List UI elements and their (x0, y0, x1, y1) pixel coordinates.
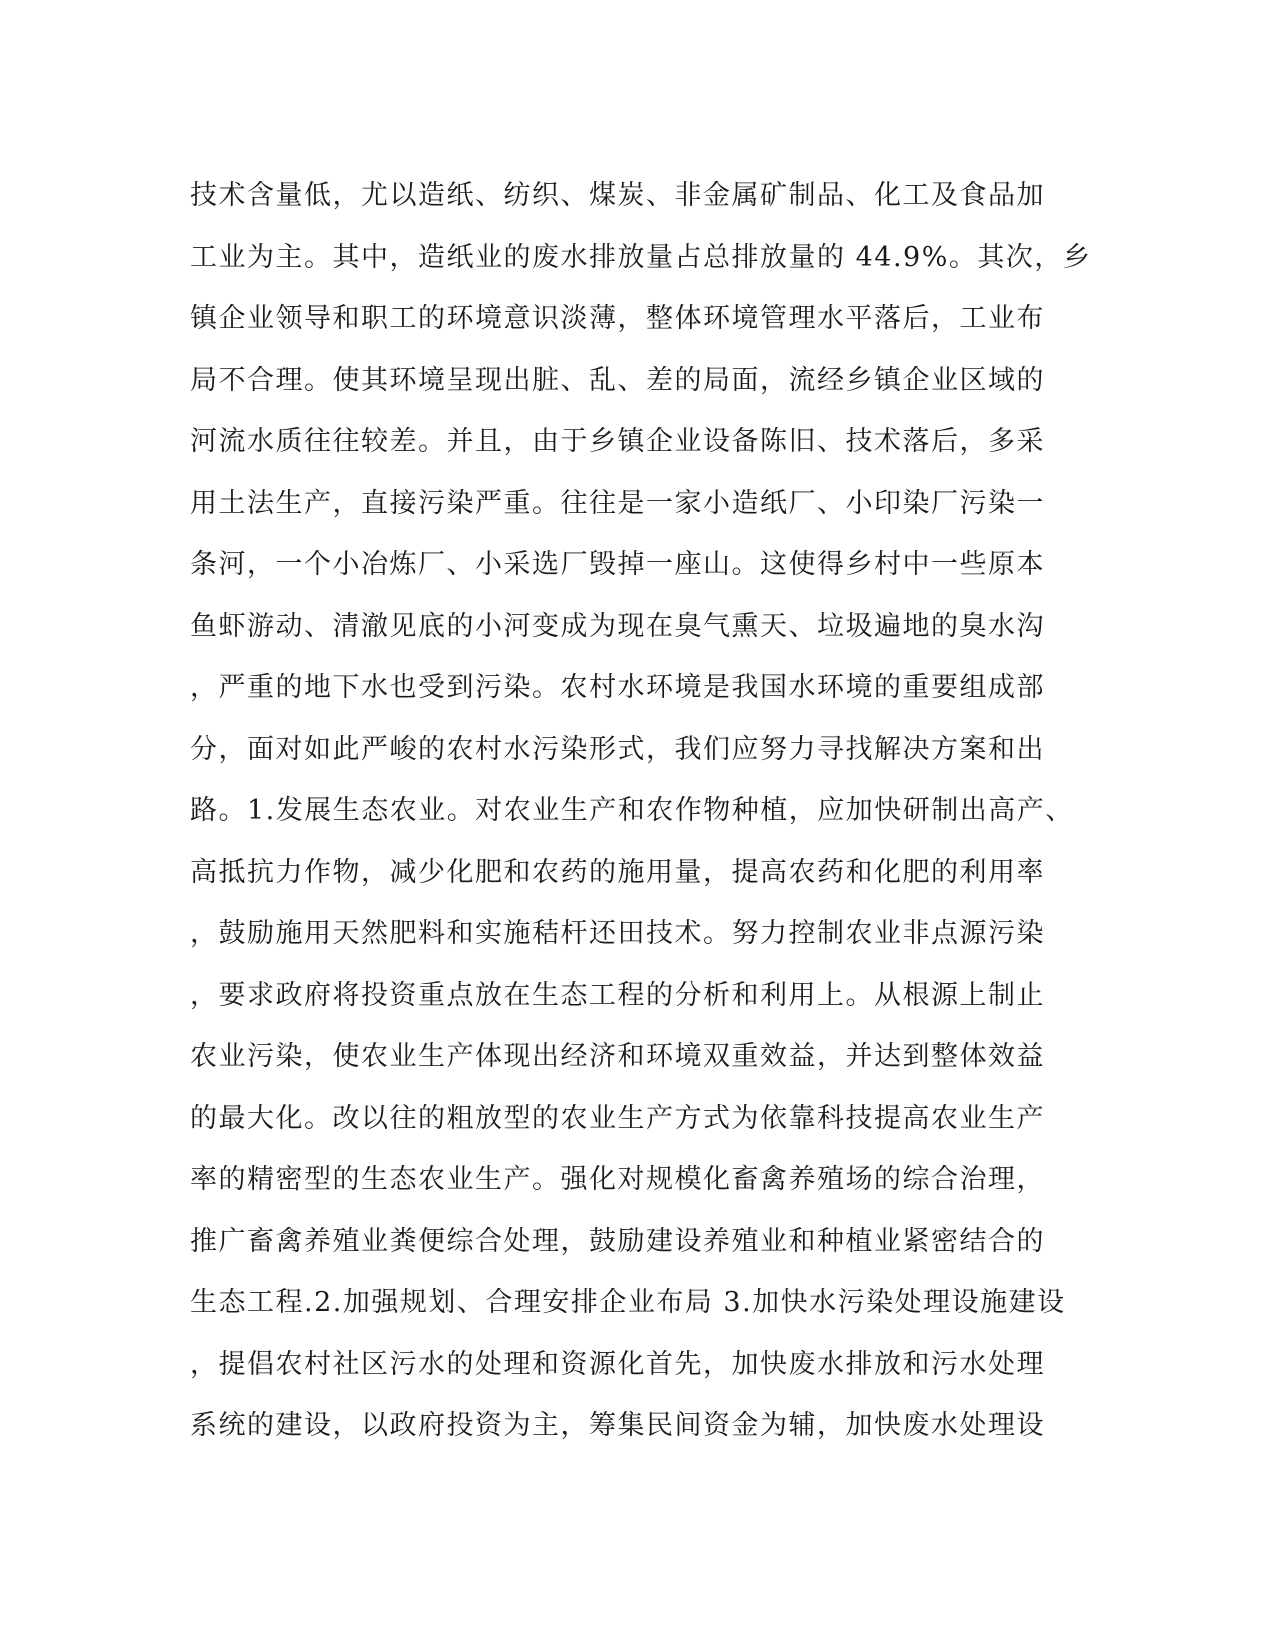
text-line-21: 系统的建设，以政府投资为主，筹集民间资金为辅，加快废水处理设 (190, 1410, 1045, 1441)
text-line-6: 用土法生产，直接污染严重。往往是一家小造纸厂、小印染厂污染一 (190, 487, 1045, 519)
text-line-17: 率的精密型的生态农业生产。强化对规模化畜禽养殖场的综合治理， (190, 1164, 1045, 1195)
text-line-14: ，要求政府将投资重点放在生态工程的分析和利用上。从根源上制止 (190, 979, 1045, 1011)
text-line-15: 农业污染，使农业生产体现出经济和环境双重效益，并达到整体效益 (190, 1041, 1045, 1072)
text-line-2: 工业为主。其中，造纸业的废水排放量占总排放量的 44.9%。其次，乡 (190, 241, 1092, 273)
body-text (190, 165, 1090, 1457)
text-line-5: 河流水质往往较差。并且，由于乡镇企业设备陈旧、技术落后，多采 (190, 426, 1045, 457)
text-line-7: 条河，一个小冶炼厂、小采选厂毁掉一座山。这使得乡村中一些原本 (190, 549, 1045, 580)
text-line-4: 局不合理。使其环境呈现出脏、乱、差的局面，流经乡镇企业区域的 (190, 364, 1045, 396)
text-line-3: 镇企业领导和职工的环境意识淡薄，整体环境管理水平落后，工业布 (190, 303, 1045, 334)
text-line-11: 路。1.发展生态农业。对农业生产和农作物种植，应加快研制出高产、 (190, 795, 1074, 826)
text-line-20: ，提倡农村社区污水的处理和资源化首先，加快废水排放和污水处理 (190, 1348, 1045, 1380)
text-line-16: 的最大化。改以往的粗放型的农业生产方式为依靠科技提高农业生产 (190, 1102, 1045, 1134)
text-line-10: 分，面对如此严峻的农村水污染形式，我们应努力寻找解决方案和出 (190, 733, 1045, 765)
text-line-18: 推广畜禽养殖业粪便综合处理，鼓励建设养殖业和种植业紧密结合的 (190, 1225, 1045, 1257)
text-line-12: 高抵抗力作物，减少化肥和农药的施用量，提高农药和化肥的利用率 (190, 856, 1045, 888)
text-line-9: ，严重的地下水也受到污染。农村水环境是我国水环境的重要组成部 (190, 672, 1045, 703)
text-line-19: 生态工程.2.加强规划、合理安排企业布局 3.加快水污染处理设施建设 (190, 1287, 1066, 1318)
text-line-13: ，鼓励施用天然肥料和实施秸杆还田技术。努力控制农业非点源污染 (190, 918, 1045, 949)
text-line-1: 技术含量低，尤以造纸、纺织、煤炭、非金属矿制品、化工及食品加 (190, 180, 1045, 211)
text-line-8: 鱼虾游动、清澈见底的小河变成为现在臭气熏天、垃圾遍地的臭水沟 (190, 610, 1045, 642)
